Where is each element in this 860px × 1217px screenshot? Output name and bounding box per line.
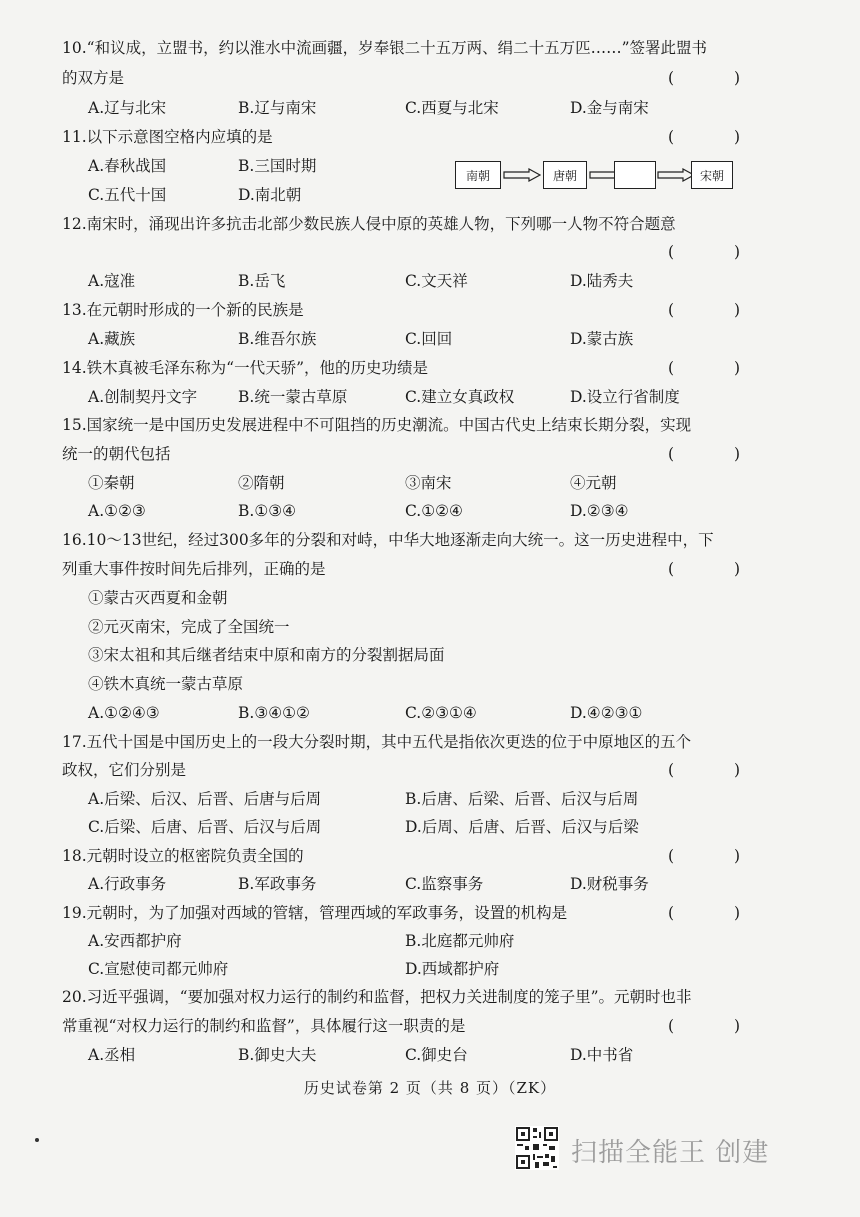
answer-parens: ( ) xyxy=(668,847,740,865)
arrow-icon xyxy=(657,168,695,182)
item-2: ②元灭南宋，完成了全国统一 xyxy=(88,618,290,636)
question-18-stem: 18.元朝时设立的枢密院负责全国的 xyxy=(62,847,304,865)
option-b: B.三国时期 xyxy=(238,157,317,175)
option-d: D.④②③① xyxy=(570,704,643,722)
option-b: B.维吾尔族 xyxy=(238,330,317,348)
option-d: D.南北朝 xyxy=(238,186,302,204)
arrow-icon xyxy=(503,168,541,182)
question-14-stem: 14.铁木真被毛泽东称为“一代天骄”，他的历史功绩是 xyxy=(62,359,428,377)
item-3: ③宋太祖和其后继者结束中原和南方的分裂割据局面 xyxy=(88,646,445,664)
option-b: B.辽与南宋 xyxy=(238,99,317,117)
answer-parens: ( ) xyxy=(668,904,740,922)
option-c: C.五代十国 xyxy=(88,186,167,204)
option-c: C.御史台 xyxy=(405,1046,468,1064)
option-a: A.辽与北宋 xyxy=(88,99,167,117)
option-d: D.设立行省制度 xyxy=(570,388,680,406)
question-20-stem-line2: 常重视“对权力运行的制约和监督”，具体履行这一职责的是 xyxy=(62,1017,466,1035)
item-4: ④铁木真统一蒙古草原 xyxy=(88,675,244,693)
option-c: C.西夏与北宋 xyxy=(405,99,499,117)
option-c: C.监察事务 xyxy=(405,875,484,893)
question-10-stem-line1: 10.“和议成，立盟书，约以淮水中流画疆，岁奉银二十五万两、绢二十五万匹……”签署此盟书 xyxy=(62,39,708,57)
option-d: D.西域都护府 xyxy=(405,960,500,978)
answer-parens: ( ) xyxy=(668,359,740,377)
option-d: D.陆秀夫 xyxy=(570,272,634,290)
answer-parens: ( ) xyxy=(668,1017,740,1035)
question-11-stem: 11.以下示意图空格内应填的是 xyxy=(62,128,273,146)
answer-parens: ( ) xyxy=(668,69,740,87)
option-a: A.丞相 xyxy=(88,1046,136,1064)
option-a: A.①②③ xyxy=(88,502,146,520)
option-c: C.②③①④ xyxy=(405,704,477,722)
option-b: B.御史大夫 xyxy=(238,1046,317,1064)
answer-parens: ( ) xyxy=(668,243,740,261)
diagram-box-2: 唐朝 xyxy=(543,161,587,189)
option-a: A.①②④③ xyxy=(88,704,160,722)
answer-parens: ( ) xyxy=(668,301,740,319)
option-a: A.藏族 xyxy=(88,330,136,348)
answer-parens: ( ) xyxy=(668,445,740,463)
option-a: A.创制契丹文字 xyxy=(88,388,198,406)
question-12-stem: 12.南宋时，涌现出许多抗击北部少数民族人侵中原的英雄人物，下列哪一人物不符合题意 xyxy=(62,215,676,233)
page-footer: 历史试卷第 2 页（共 8 页）（ZK） xyxy=(303,1079,557,1097)
question-19-stem: 19.元朝时，为了加强对西域的管辖，管理西域的军政事务，设置的机构是 xyxy=(62,904,568,922)
option-c: C.后梁、后唐、后晋、后汉与后周 xyxy=(88,818,322,836)
question-20-stem-line1: 20.习近平强调，“要加强对权力运行的制约和监督，把权力关进制度的笼子里”。元朝时也非 xyxy=(62,988,692,1006)
option-a: A.春秋战国 xyxy=(88,157,167,175)
option-a: A.安西都护府 xyxy=(88,932,182,950)
option-b: B.③④①② xyxy=(238,704,310,722)
option-c: C.宣慰使司都元帅府 xyxy=(88,960,229,978)
diagram-blank-box xyxy=(614,161,656,189)
option-b: B.军政事务 xyxy=(238,875,317,893)
item-4: ④元朝 xyxy=(570,474,617,492)
option-d: D.蒙古族 xyxy=(570,330,634,348)
dynasty-flow-diagram xyxy=(447,155,737,195)
diagram-box-4: 宋朝 xyxy=(691,161,733,189)
question-15-stem-line2: 统一的朝代包括 xyxy=(62,445,171,463)
scanner-watermark xyxy=(515,1124,815,1174)
option-d: D.②③④ xyxy=(570,502,629,520)
question-15-stem-line1: 15.国家统一是中国历史发展进程中不可阻挡的历史潮流。中国古代史上结束长期分裂，实现 xyxy=(62,416,692,434)
option-b: B.统一蒙古草原 xyxy=(238,388,348,406)
option-b: B.后唐、后梁、后晋、后汉与后周 xyxy=(405,790,639,808)
item-1: ①秦朝 xyxy=(88,474,135,492)
question-13-stem: 13.在元朝时形成的一个新的民族是 xyxy=(62,301,304,319)
option-c: C.建立女真政权 xyxy=(405,388,515,406)
option-b: B.岳飞 xyxy=(238,272,286,290)
answer-parens: ( ) xyxy=(668,761,740,779)
item-3: ③南宋 xyxy=(405,474,452,492)
option-c: C.文天祥 xyxy=(405,272,468,290)
question-17-stem-line1: 17.五代十国是中国历史上的一段大分裂时期，其中五代是指依次更迭的位于中原地区的五个 xyxy=(62,733,692,751)
question-16-stem-line2: 列重大事件按时间先后排列，正确的是 xyxy=(62,560,326,578)
question-16-stem-line1: 16.10～13世纪，经过300多年的分裂和对峙，中华大地逐渐走向大统一。这一历史进程中，下 xyxy=(62,531,714,549)
item-2: ②隋朝 xyxy=(238,474,285,492)
question-17-stem-line2: 政权，它们分别是 xyxy=(62,761,187,779)
item-1: ①蒙古灭西夏和金朝 xyxy=(88,589,228,607)
answer-parens: ( ) xyxy=(668,128,740,146)
option-b: B.北庭都元帅府 xyxy=(405,932,515,950)
option-c: C.回回 xyxy=(405,330,453,348)
option-a: A.后梁、后汉、后晋、后唐与后周 xyxy=(88,790,322,808)
option-b: B.①③④ xyxy=(238,502,297,520)
option-c: C.①②④ xyxy=(405,502,463,520)
qr-code-icon xyxy=(515,1126,559,1170)
option-d: D.中书省 xyxy=(570,1046,634,1064)
option-a: A.行政事务 xyxy=(88,875,167,893)
answer-parens: ( ) xyxy=(668,560,740,578)
option-a: A.寇准 xyxy=(88,272,136,290)
question-10-stem-line2: 的双方是 xyxy=(62,69,125,87)
scan-speck xyxy=(35,1138,39,1142)
option-d: D.金与南宋 xyxy=(570,99,649,117)
option-d: D.后周、后唐、后晋、后汉与后梁 xyxy=(405,818,639,836)
watermark-text: 扫描全能王 创建 xyxy=(571,1138,770,1168)
diagram-box-1: 南朝 xyxy=(455,161,501,189)
option-d: D.财税事务 xyxy=(570,875,649,893)
